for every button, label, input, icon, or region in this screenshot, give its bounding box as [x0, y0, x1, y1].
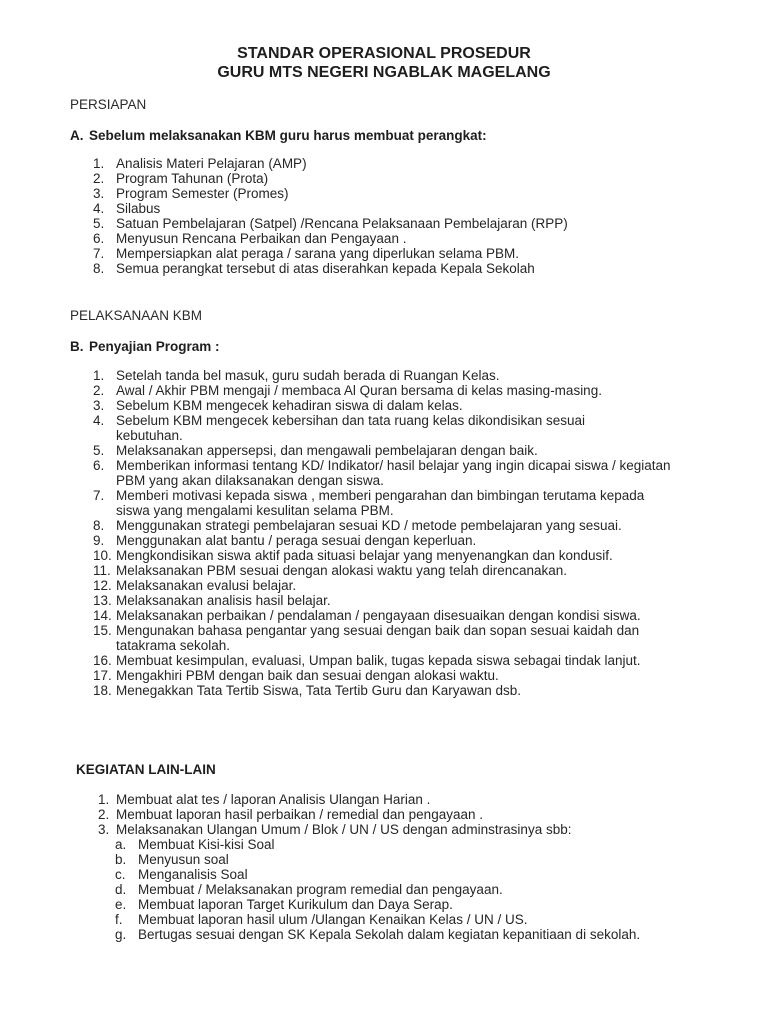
- item-text: Memberi motivasi kepada siswa , memberi pengarahan dan bimbingan terutama kepada siswa yang mengalami kesulitan selama PBM.: [116, 488, 645, 518]
- heading-text: Sebelum melaksanakan KBM guru harus membuat perangkat:: [89, 128, 487, 143]
- item-text: Silabus: [116, 201, 161, 216]
- kegiatan-sublist-wrap: [115, 837, 655, 942]
- item-number: 6.: [93, 231, 105, 246]
- item-text: Membuat laporan Target Kurikulum dan Daya Serap.: [138, 897, 453, 912]
- heading-letter: B.: [70, 339, 84, 354]
- section-label-pelaksanaan: PELAKSANAAN KBM: [70, 308, 203, 323]
- list-item: [93, 518, 693, 533]
- item-number: 9.: [93, 533, 105, 548]
- sub-list-item: [115, 897, 655, 912]
- item-text: Membuat / Melaksanakan program remedial dan pengayaan.: [138, 882, 503, 897]
- item-text: Mempersiapkan alat peraga / sarana yang diperlukan selama PBM.: [116, 246, 519, 261]
- list-item: [93, 563, 693, 578]
- document-title-line2: GURU MTS NEGERI NGABLAK MAGELANG: [217, 64, 551, 81]
- item-number: 1.: [93, 156, 105, 171]
- list-item: [93, 368, 693, 383]
- item-text: Satuan Pembelajaran (Satpel) /Rencana Pelaksanaan Pembelajaran (RPP): [116, 216, 568, 231]
- item-text: Menggunakan alat bantu / peraga sesuai dengan keperluan.: [116, 533, 477, 548]
- item-text: Program Tahunan (Prota): [116, 171, 269, 186]
- item-text: Mengunakan bahasa pengantar yang sesuai dengan baik dan sopan sesuai kaidah dan tatakrama sekolah.: [116, 623, 640, 653]
- item-number: 1.: [93, 368, 105, 383]
- item-text: Sebelum KBM mengecek kehadiran siswa di dalam kelas.: [116, 398, 463, 413]
- item-number: 6.: [93, 458, 105, 473]
- item-number: 3.: [93, 398, 105, 413]
- list-item: [93, 623, 693, 653]
- item-number: 1.: [98, 792, 110, 807]
- item-number: 8.: [93, 261, 105, 276]
- item-number: 10.: [93, 548, 112, 563]
- section-heading-kegiatan: KEGIATAN LAIN-LAIN: [76, 762, 216, 777]
- list-item: [93, 443, 693, 458]
- item-number: 2.: [98, 807, 110, 822]
- list-item: [98, 822, 658, 837]
- sub-list-item: [115, 837, 655, 852]
- item-number: 5.: [93, 443, 105, 458]
- heading-letter: A.: [70, 128, 84, 143]
- sub-list-item: [115, 927, 655, 942]
- item-text: Membuat kesimpulan, evaluasi, Umpan balik, tugas kepada siswa sebagai tindak lanjut.: [116, 653, 641, 668]
- item-text: Menegakkan Tata Tertib Siswa, Tata Tertib Guru dan Karyawan dsb.: [116, 683, 521, 698]
- list-item: [93, 683, 693, 698]
- list-item: [93, 548, 693, 563]
- list-item: [93, 398, 693, 413]
- list-item: [98, 807, 658, 822]
- item-letter: f.: [115, 912, 123, 927]
- item-text: Melaksanakan perbaikan / pendalaman / pengayaan disesuaikan dengan kondisi siswa.: [116, 608, 641, 623]
- kegiatan-sublist: [115, 837, 655, 942]
- item-number: 12.: [93, 578, 112, 593]
- item-number: 16.: [93, 653, 112, 668]
- item-text: Setelah tanda bel masuk, guru sudah berada di Ruangan Kelas.: [116, 368, 500, 383]
- item-letter: g.: [115, 927, 127, 942]
- list-item: [93, 201, 568, 216]
- list-item: [93, 186, 568, 201]
- item-letter: d.: [115, 882, 127, 897]
- item-number: 4.: [93, 413, 105, 428]
- document-title-line1: STANDAR OPERASIONAL PROSEDUR: [237, 45, 531, 62]
- item-number: 3.: [93, 186, 105, 201]
- item-text: Program Semester (Promes): [116, 186, 289, 201]
- list-item: [93, 593, 693, 608]
- list-item: [93, 383, 693, 398]
- item-number: 15.: [93, 623, 112, 638]
- item-number: 5.: [93, 216, 105, 231]
- list-item: [93, 668, 693, 683]
- item-text: Semua perangkat tersebut di atas diserahkan kepada Kepala Sekolah: [116, 261, 535, 276]
- item-number: 18.: [93, 683, 112, 698]
- item-letter: c.: [115, 867, 126, 882]
- heading-text: Penyajian Program :: [89, 339, 220, 354]
- item-text: Analisis Materi Pelajaran (AMP): [116, 156, 307, 171]
- item-number: 11.: [93, 563, 111, 578]
- item-text: Melaksanakan analisis hasil belajar.: [116, 593, 331, 608]
- item-text: Mengkondisikan siswa aktif pada situasi belajar yang menyenangkan dan kondusif.: [116, 548, 613, 563]
- item-text: Menyusun soal: [138, 852, 229, 867]
- list-item: [93, 156, 568, 171]
- item-number: 2.: [93, 171, 105, 186]
- item-letter: a.: [115, 837, 127, 852]
- sub-list-item: [115, 912, 655, 927]
- item-text: Menganalisis Soal: [138, 867, 248, 882]
- item-text: Memberikan informasi tentang KD/ Indikator/ hasil belajar yang ingin dicapai siswa / kegiatan PBM yang akan dilaksanakan dengan siswa.: [116, 458, 671, 488]
- list-item: [93, 231, 568, 246]
- list-item: [98, 792, 658, 807]
- item-text: Menyusun Rencana Perbaikan dan Pengayaan .: [116, 231, 407, 246]
- sub-list-item: [115, 852, 655, 867]
- list-item: [93, 413, 693, 443]
- item-text: Membuat laporan hasil ulum /Ulangan Kenaikan Kelas / UN / US.: [138, 912, 528, 927]
- item-number: 17.: [93, 668, 112, 683]
- list-item: [93, 608, 693, 623]
- list-item: [93, 578, 693, 593]
- item-text: Membuat alat tes / laporan Analisis Ulangan Harian .: [116, 792, 431, 807]
- item-text: Melaksanakan appersepsi, dan mengawali pembelajaran dengan baik.: [116, 443, 538, 458]
- sub-list-item: [115, 867, 655, 882]
- item-text: Awal / Akhir PBM mengaji / membaca Al Quran bersama di kelas masing-masing.: [116, 383, 602, 398]
- item-number: 7.: [93, 488, 105, 503]
- list-item: [93, 653, 693, 668]
- item-number: 3.: [98, 822, 110, 837]
- list-item: [93, 246, 568, 261]
- item-number: 8.: [93, 518, 105, 533]
- item-text: Mengakhiri PBM dengan baik dan sesuai dengan alokasi waktu.: [116, 668, 499, 683]
- list-item: [93, 488, 693, 518]
- list-item: [93, 261, 568, 276]
- section-heading-a: [70, 128, 487, 144]
- item-number: 4.: [93, 201, 105, 216]
- section-label-persiapan: PERSIAPAN: [70, 97, 147, 112]
- item-text: Sebelum KBM mengecek kebersihan dan tata ruang kelas dikondisikan sesuai kebutuhan.: [116, 413, 586, 443]
- section-heading-b: [70, 339, 220, 355]
- item-text: Melaksanakan Ulangan Umum / Blok / UN / US dengan adminstrasinya sbb:: [116, 822, 572, 837]
- item-number: 7.: [93, 246, 105, 261]
- penyajian-list: [93, 368, 693, 698]
- item-text: Bertugas sesuai dengan SK Kepala Sekolah dalam kegiatan kepanitiaan di sekolah.: [138, 927, 641, 942]
- item-number: 13.: [93, 593, 112, 608]
- persiapan-list: [93, 156, 568, 276]
- list-item: [93, 171, 568, 186]
- item-text: Membuat laporan hasil perbaikan / remedial dan pengayaan .: [116, 807, 483, 822]
- list-item: [93, 533, 693, 548]
- item-number: 2.: [93, 383, 105, 398]
- item-text: Melaksanakan PBM sesuai dengan alokasi waktu yang telah direncanakan.: [116, 563, 568, 578]
- sub-list-item: [115, 882, 655, 897]
- item-letter: e.: [115, 897, 127, 912]
- list-item: [93, 458, 693, 488]
- list-item: [93, 216, 568, 231]
- item-text: Melaksanakan evalusi belajar.: [116, 578, 297, 593]
- kegiatan-list: [98, 792, 658, 837]
- item-letter: b.: [115, 852, 127, 867]
- item-text: Membuat Kisi-kisi Soal: [138, 837, 275, 852]
- item-text: Menggunakan strategi pembelajaran sesuai KD / metode pembelajaran yang sesuai.: [116, 518, 622, 533]
- item-number: 14.: [93, 608, 112, 623]
